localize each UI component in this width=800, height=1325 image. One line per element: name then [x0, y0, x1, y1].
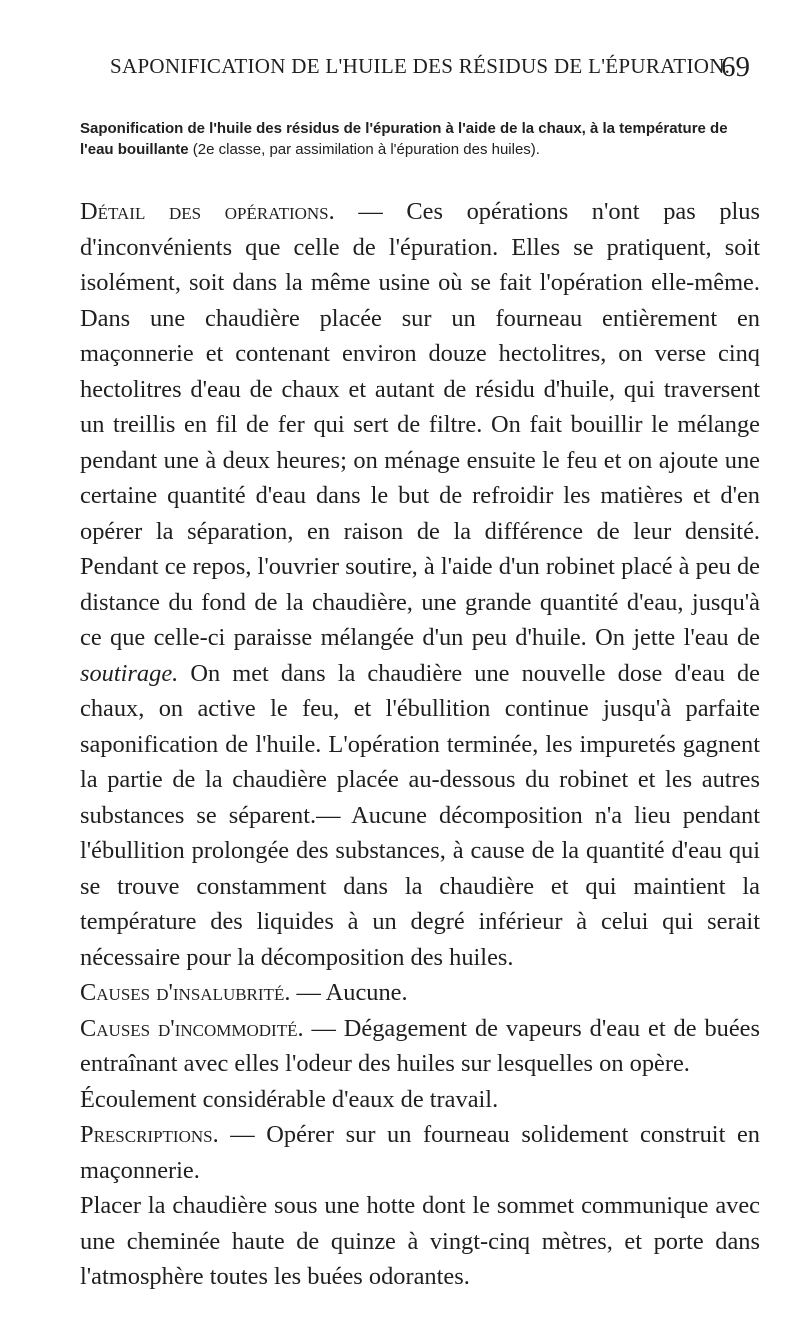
details-text-continued: On met dans la chaudière une nouvelle dose d'eau de chaux, on active le feu, et l'ébullition continue jusqu'à parfaite saponification de l'huile. L'opération terminée, les impuretés gagnent la partie de la chaudière placée au-dessous du robinet et les autres substances se séparent.— Aucune décomposition n'a lieu pendant l'ébullition prolongée des substances, à cause de la quantité d'eau qui se trouve constamment dans la chaudière et qui maintient la température des liquides à un degré inférieur à celui qui serait nécessaire pour la décomposition des huiles. [80, 659, 760, 971]
page-number: 69 [721, 51, 750, 83]
details-paragraph [80, 194, 760, 975]
details-label: Détail des opérations. [80, 198, 335, 225]
placer-paragraph: Placer la chaudière sous une hotte dont le sommet communique avec une cheminée haute de quinze à vingt-cinq mètres, et porte dans l'atmosphère toutes les buées odorantes. [80, 1192, 760, 1290]
prescriptions-paragraph [80, 1117, 760, 1188]
section-heading [80, 118, 760, 160]
details-text: — Ces opérations n'ont pas plus d'inconvénients que celle de l'épuration. Elles se pratiquent, soit isolément, soit dans la même usine où se fait l'opération elle-même. Dans une chaudière placée sur un fourneau entièrement en maçonnerie et contenant environ douze hectolitres, on verse cinq hectolitres d'eau de chaux et autant de résidu d'huile, qui traversent un treillis en fil de fer qui sert de filtre. On fait bouillir le mélange pendant une à deux heures; on ménage ensuite le feu et on ajoute une certaine quantité d'eau dans le but de refroidir les matières et d'en opérer la séparation, en raison de la différence de leur densité. Pendant ce repos, l'ouvrier soutire, à l'aide d'un robinet placé à peu de distance du fond de la chaudière, une grande quantité d'eau, jusqu'à ce que celle-ci paraisse mélangée d'un peu d'huile. On jette l'eau de [80, 198, 760, 651]
prescriptions-text: — Opérer sur un fourneau solidement construit en maçonnerie. [80, 1121, 760, 1184]
body-text [80, 194, 760, 1295]
prescriptions-label: Prescriptions. [80, 1121, 219, 1148]
insalubrite-text: — Aucune. [290, 979, 408, 1006]
details-italic-term: soutirage. [80, 659, 179, 687]
incommodite-text: — Dégagement de vapeurs d'eau et de buées entraînant avec elles l'odeur des huiles sur lesquelles on opère. [80, 1014, 760, 1077]
ecoulement-paragraph: Écoulement considérable d'eaux de travail. [80, 1085, 499, 1113]
incommodite-label: Causes d'incommodité. [80, 1014, 304, 1042]
section-classification: (2e classe, par assimilation à l'épuration des huiles). [188, 141, 540, 158]
insalubrite-label: Causes d'insalubrité. [80, 979, 291, 1006]
incommodite-paragraph [80, 1011, 760, 1082]
running-title: SAPONIFICATION DE L'HUILE DES RÉSIDUS DE L'ÉPURATION. [110, 54, 731, 78]
section-title: Saponification de l'huile des résidus de l'épuration à l'aide de la chaux, à la température de l'eau bouillante [80, 120, 728, 158]
insalubrite-paragraph [80, 975, 760, 1011]
running-header [110, 51, 750, 90]
